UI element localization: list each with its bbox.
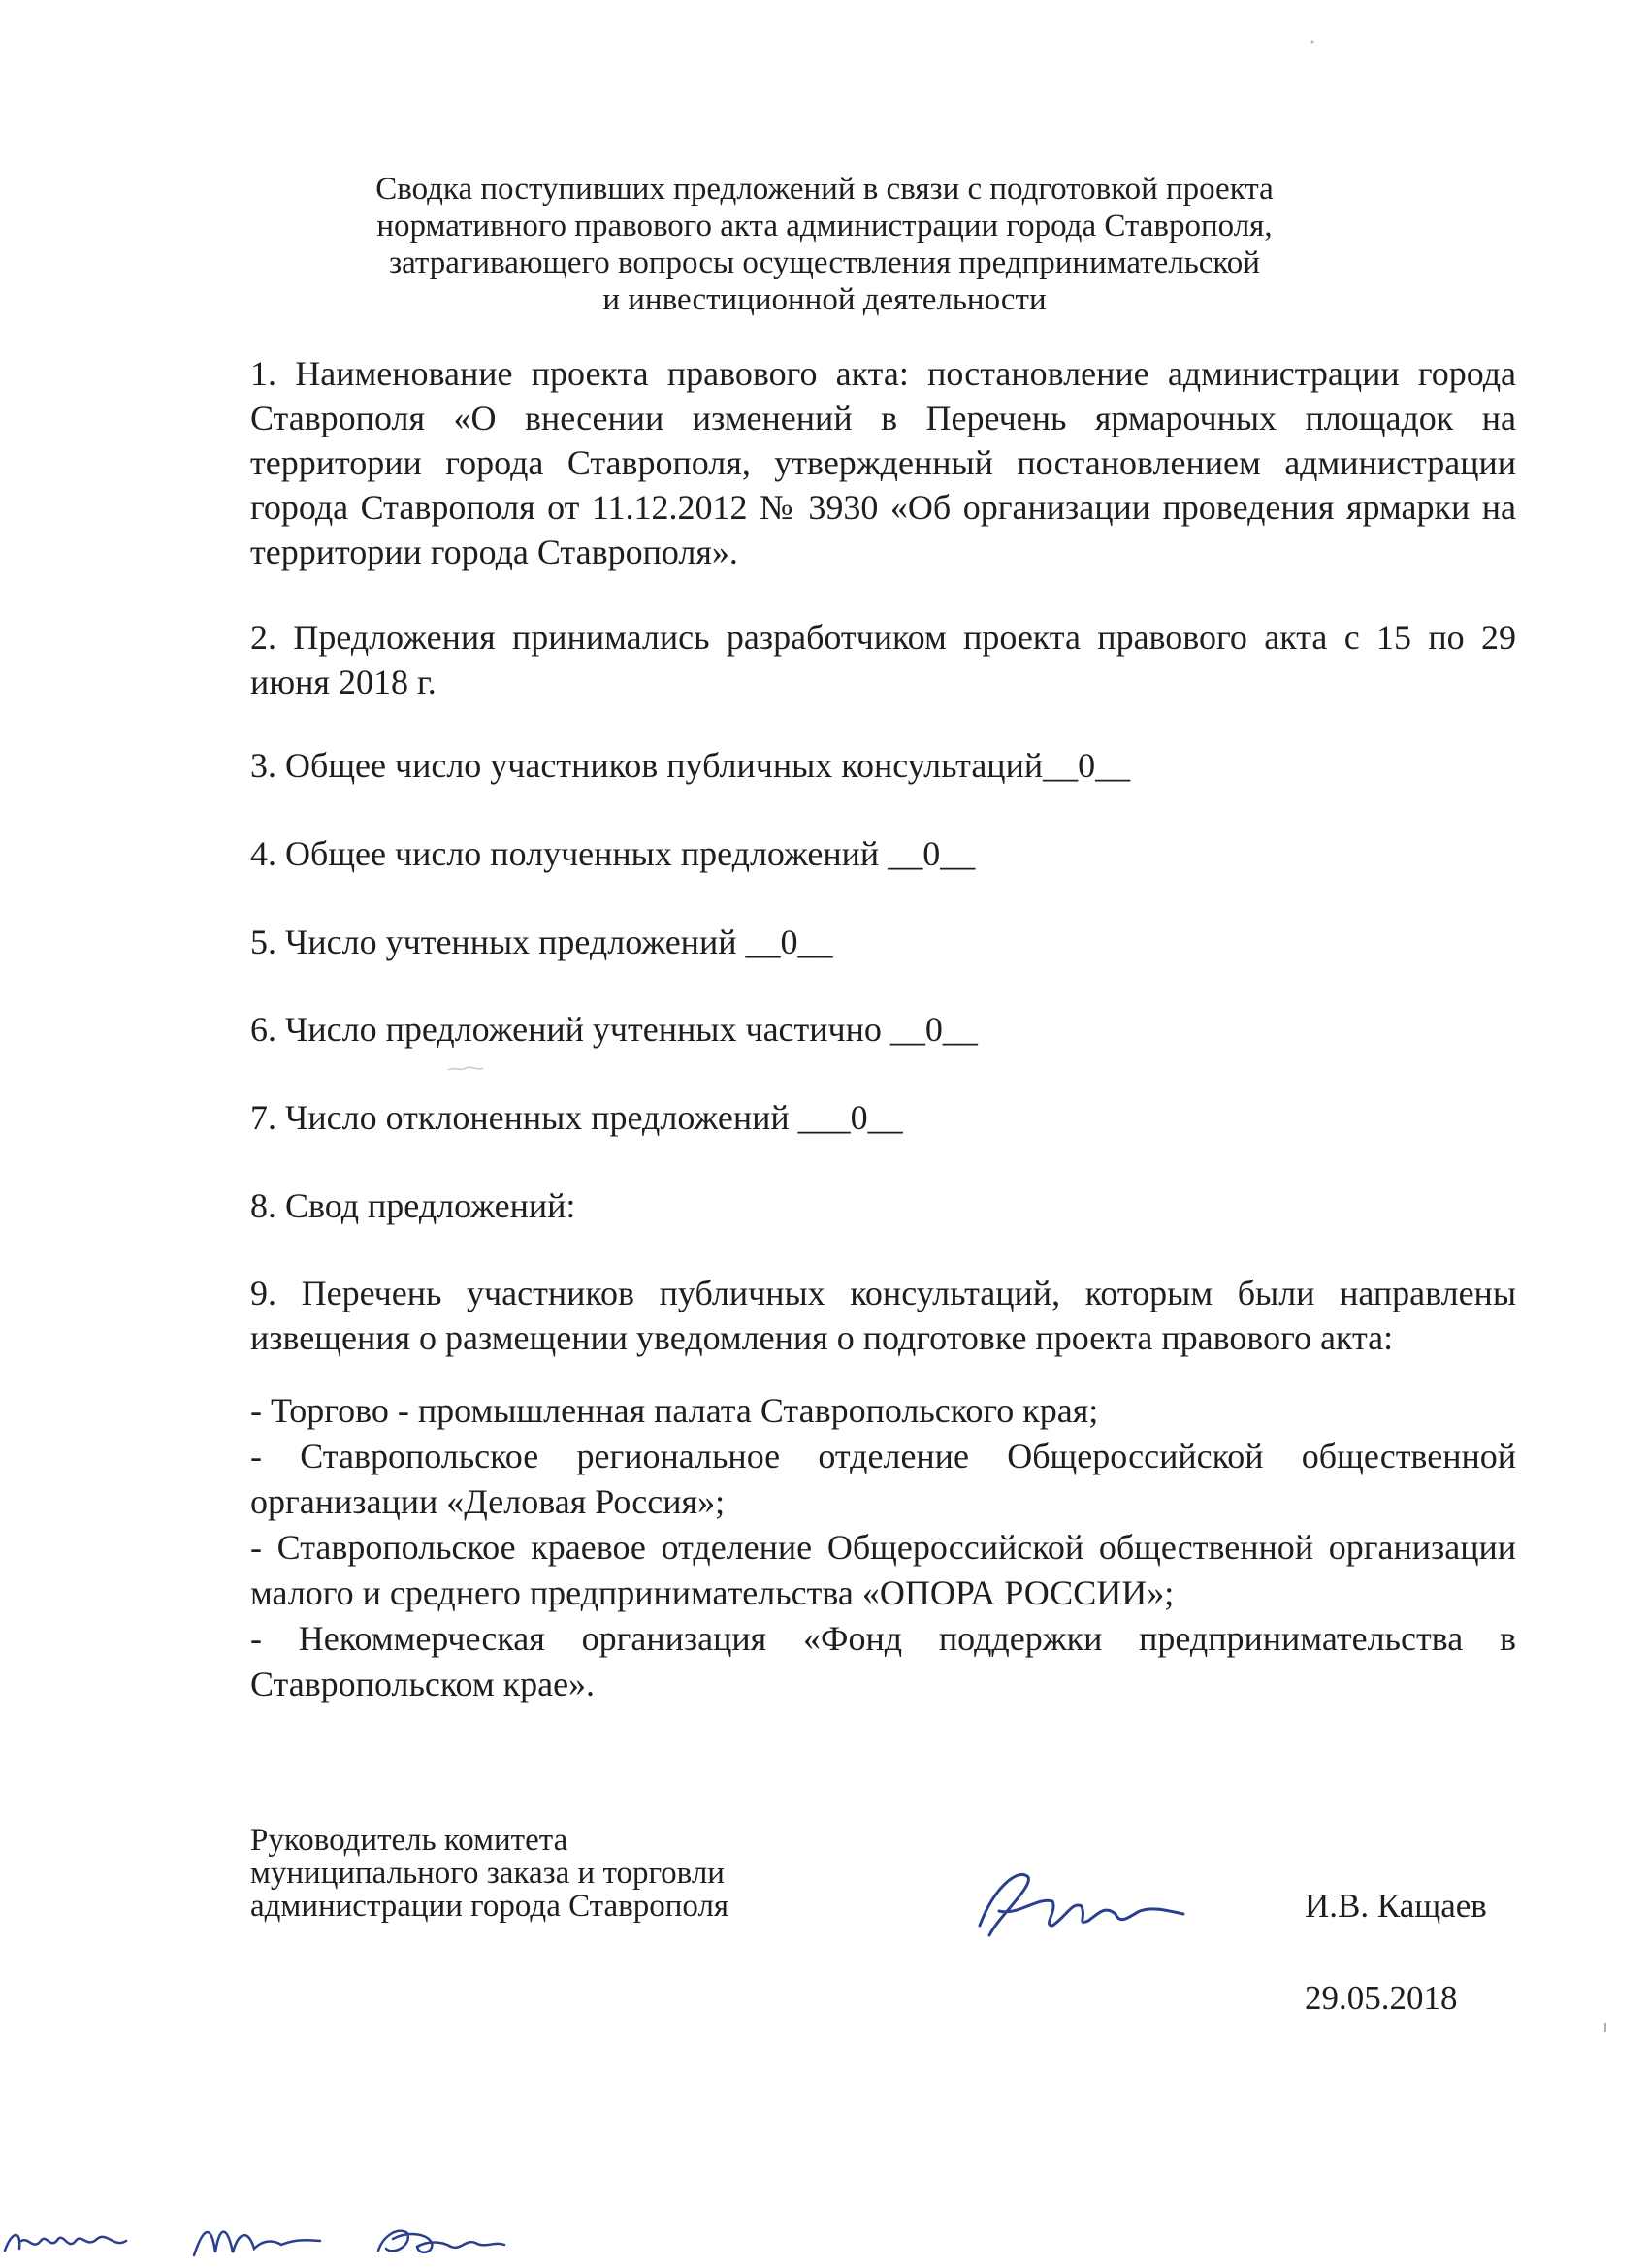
item-8-text: 8. Свод предложений: [250,1186,576,1225]
item-2-text: 2. Предложения принимались разработчиком проекта правового акта с 15 по 29 июня 2018 г. [250,618,1516,701]
item-8-summary [250,1183,1516,1228]
signatory-name: И.В. Кащаев [1305,1887,1487,1925]
participant-3: - Ставропольское краевое отделение Общероссийской общественной организации малого и среднего предпринимательства «ОПОРА РОССИИ»; [250,1528,1516,1612]
item-7-text: 7. Число отклоненных предложений ___0__ [250,1098,903,1137]
item-2-period [250,615,1516,704]
item-3-participants-count [250,743,1516,788]
item-5-proposals-accounted [250,920,1516,964]
participant-2: - Ставропольское региональное отделение Общероссийской общественной организации «Деловая Россия»; [250,1437,1516,1521]
scan-speck [1310,39,1315,45]
item-9-text: 9. Перечень участников публичных консультаций, которым были направлены извещения о размещении уведомления о подготовке проекта правового акта: [250,1274,1516,1357]
item-4-text: 4. Общее число полученных предложений __0__ [250,834,976,873]
scan-speck [1602,2023,1608,2032]
item-6-text: 6. Число предложений учтенных частично __0__ [250,1010,978,1049]
item-7-rejected [250,1095,1516,1140]
participant-4: - Некоммерческая организация «Фонд поддержки предпринимательства в Ставропольском крае». [250,1619,1516,1703]
item-5-text: 5. Число учтенных предложений __0__ [250,923,833,961]
title-line-4: и инвестиционной деятельности [602,282,1047,317]
document-title [291,171,1358,318]
handwritten-signature [960,1858,1212,1964]
item-6-partially-accounted [250,1007,1516,1052]
participants-list [250,1388,1516,1707]
title-line-2: нормативного правового акта администрации города Ставрополя, [376,209,1273,243]
title-line-1: Сводка поступивших предложений в связи с подготовкой проекта [375,172,1274,207]
item-1-text: 1. Наименование проекта правового акта: постановление администрации города Ставрополя «О внесении изменений в Перечень ярмарочных площадок на территории города Ставрополя, утвержденный постановлением администрации города Ставрополя от 11.12.2012 № 3930 «Об организации проведения ярмарки на территории города Ставрополя». [250,354,1516,571]
title-line-3: затрагивающего вопросы осуществления предпринимательской [389,245,1260,280]
item-1-draft-name [250,351,1516,574]
position-line-2: муниципального заказа и торговли [250,1856,725,1891]
approval-initials [0,2212,582,2268]
scan-speck [446,1062,485,1076]
position-line-1: Руководитель комитета [250,1823,568,1858]
position-line-3: администрации города Ставрополя [250,1889,729,1924]
signatory-position [250,1824,728,1923]
item-3-text: 3. Общее число участников публичных консультаций__0__ [250,746,1131,785]
participant-1: - Торгово - промышленная палата Ставропольского края; [250,1391,1099,1430]
signature-date: 29.05.2018 [1305,1979,1458,2017]
item-9-participants-list-intro [250,1271,1516,1360]
item-4-proposals-received [250,831,1516,876]
